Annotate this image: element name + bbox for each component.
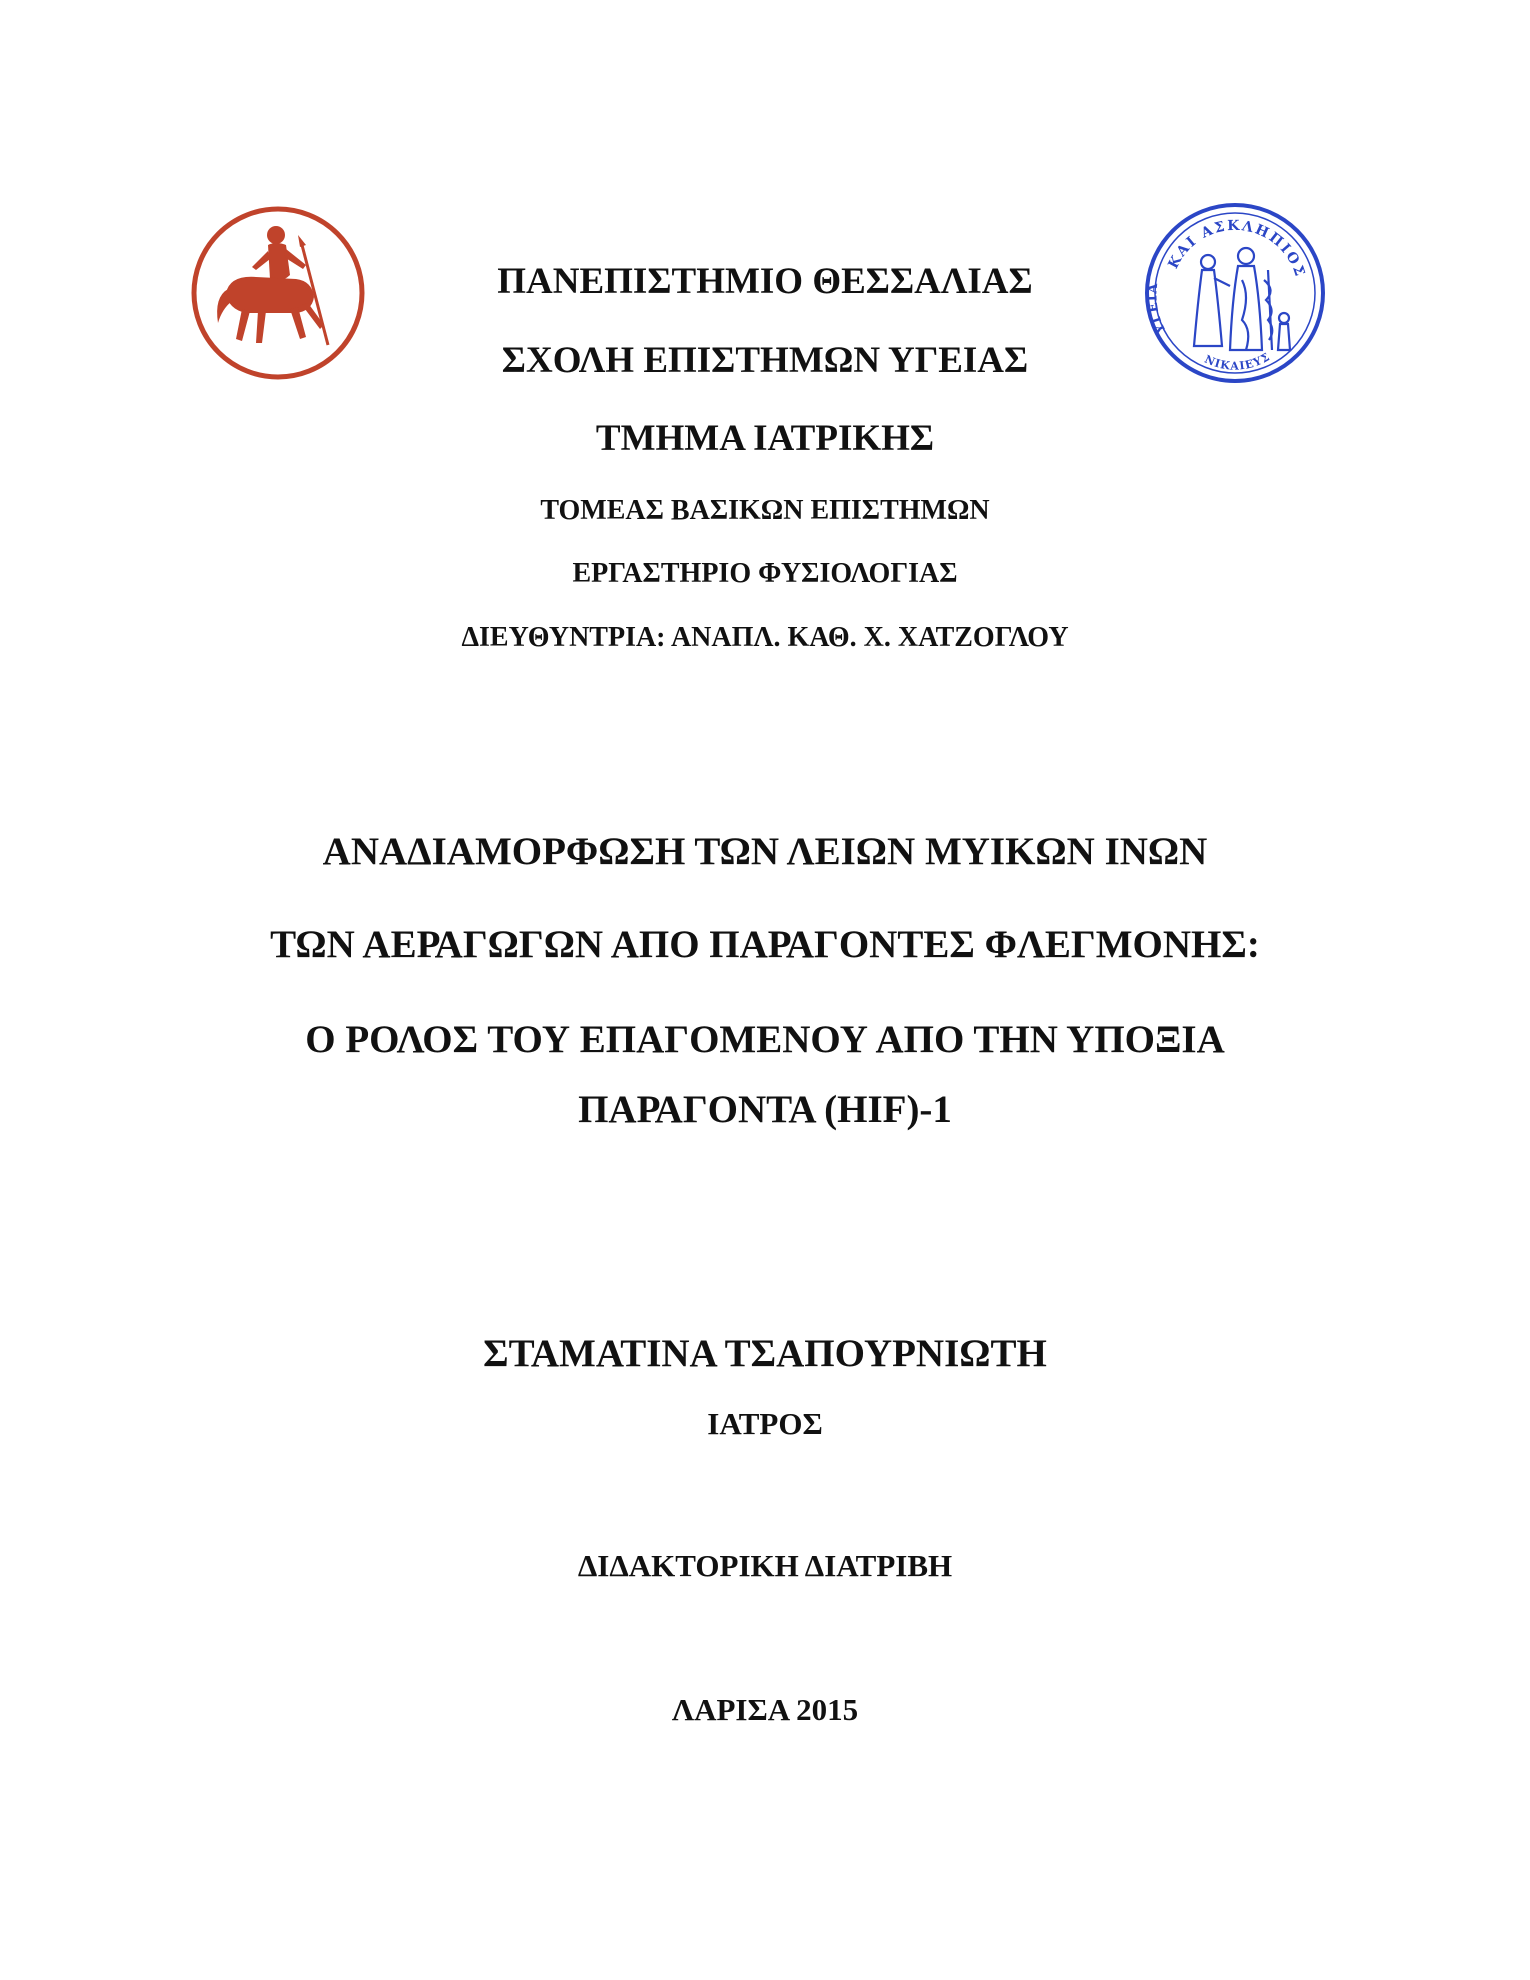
department-name: ΤΜΗΜΑ ΙΑΤΡΙΚΗΣ — [595, 418, 935, 459]
thesis-title-line-4: ΠΑΡΑΓΟΝΤΑ (HIF)-1 — [578, 1088, 952, 1131]
director-line: ΔΙΕΥΘΥΝΤΡΙΑ: ΑΝΑΠΛ. ΚΑΘ. Χ. ΧΑΤΖΟΓΛΟΥ — [461, 622, 1069, 653]
university-name: ΠΑΝΕΠΙΣΤΗΜΙΟ ΘΕΣΣΑΛΙΑΣ — [497, 261, 1033, 302]
thesis-title-line-2: ΤΩΝ ΑΕΡΑΓΩΓΩΝ ΑΠΟ ΠΑΡΑΓΟΝΤΕΣ ΦΛΕΓΜΟΝΗΣ: — [270, 923, 1260, 966]
place-year: ΛΑΡΙΣΑ 2015 — [671, 1692, 859, 1727]
seal-text-left: ΥΓΕΙΑ — [1145, 281, 1170, 336]
sector-name: ΤΟΜΕΑΣ ΒΑΣΙΚΩΝ ΕΠΙΣΤΗΜΩΝ — [540, 495, 990, 526]
laboratory-name: ΕΡΓΑΣΤΗΡΙΟ ΦΥΣΙΟΛΟΓΙΑΣ — [572, 558, 958, 589]
seal-text-bottom: ΝΙΚΑΙΕΥΣ — [1202, 350, 1273, 373]
school-name: ΣΧΟΛΗ ΕΠΙΣΤΗΜΩΝ ΥΓΕΙΑΣ — [501, 340, 1029, 381]
document-type: ΔΙΔΑΚΤΟΡΙΚΗ ΔΙΑΤΡΙΒΗ — [577, 1548, 953, 1583]
author-name: ΣΤΑΜΑΤΙΝΑ ΤΣΑΠΟΥΡΝΙΩΤΗ — [483, 1332, 1047, 1375]
author-profession: ΙΑΤΡΟΣ — [707, 1406, 823, 1441]
thesis-title-line-3: Ο ΡΟΛΟΣ ΤΟΥ ΕΠΑΓΟΜΕΝΟΥ ΑΠΟ ΤΗΝ ΥΠΟΞΙΑ — [305, 1018, 1225, 1061]
seal-text-top: ΚΑΙ ΑΣΚΛΗΠΙΟΣ — [1165, 217, 1309, 280]
thesis-title-line-1: ΑΝΑΔΙΑΜΟΡΦΩΣΗ ΤΩΝ ΛΕΙΩΝ ΜΥΙΚΩΝ ΙΝΩΝ — [322, 830, 1208, 873]
